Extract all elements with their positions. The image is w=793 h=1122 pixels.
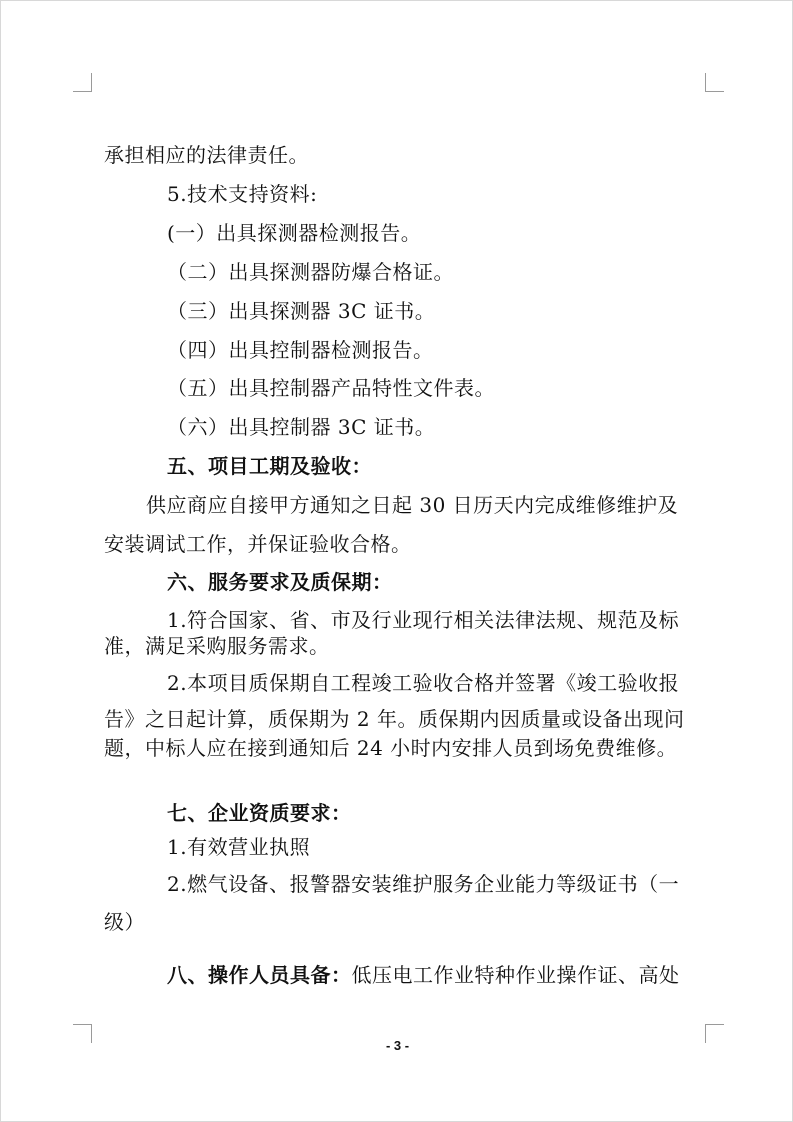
crop-mark-top-right	[705, 73, 724, 92]
paragraph-text: 低压电工作业特种作业操作证、高处	[351, 963, 680, 987]
section-heading-8: 八、操作人员具备：	[167, 963, 352, 987]
section-8-line	[167, 962, 680, 988]
list-item: （二）出具探测器防爆合格证。	[167, 260, 454, 284]
paragraph-line: 1.符合国家、省、市及行业现行相关法律法规、规范及标	[167, 608, 680, 632]
paragraph-line: 告》之日起计算，质保期为 2 年。质保期内因质量或设备出现问	[104, 707, 685, 731]
paragraph-line: 准，满足采购服务需求。	[104, 634, 330, 658]
section-heading-5: 五、项目工期及验收：	[167, 454, 372, 478]
list-item: （三）出具探测器 3C 证书。	[167, 299, 436, 323]
list-item: （五）出具控制器产品特性文件表。	[167, 376, 495, 400]
list-item: 2.燃气设备、报警器安装维护服务企业能力等级证书（一	[167, 872, 680, 896]
paragraph-line: 承担相应的法律责任。	[104, 143, 309, 167]
paragraph-line: 题，中标人应在接到通知后 24 小时内安排人员到场免费维修。	[104, 736, 678, 760]
list-item: （四）出具控制器检测报告。	[167, 338, 434, 362]
paragraph-line: 级）	[104, 910, 145, 934]
paragraph-line: 安装调试工作，并保证验收合格。	[104, 532, 412, 556]
section-heading-6: 六、服务要求及质保期：	[167, 570, 393, 594]
crop-mark-top-left	[73, 73, 92, 92]
list-heading-tech-support: 5.技术支持资料:	[167, 182, 318, 206]
section-heading-7: 七、企业资质要求：	[167, 801, 352, 825]
list-item: (一）出具探测器检测报告。	[167, 221, 422, 245]
page-number: - 3 -	[385, 1038, 410, 1053]
paragraph-line: 供应商应自接甲方通知之日起 30 日历天内完成维修维护及	[146, 493, 679, 517]
paragraph-line: 2.本项目质保期自工程竣工验收合格并签署《竣工验收报	[167, 671, 680, 695]
list-item: （六）出具控制器 3C 证书。	[167, 415, 436, 439]
list-item: 1.有效营业执照	[167, 835, 311, 859]
